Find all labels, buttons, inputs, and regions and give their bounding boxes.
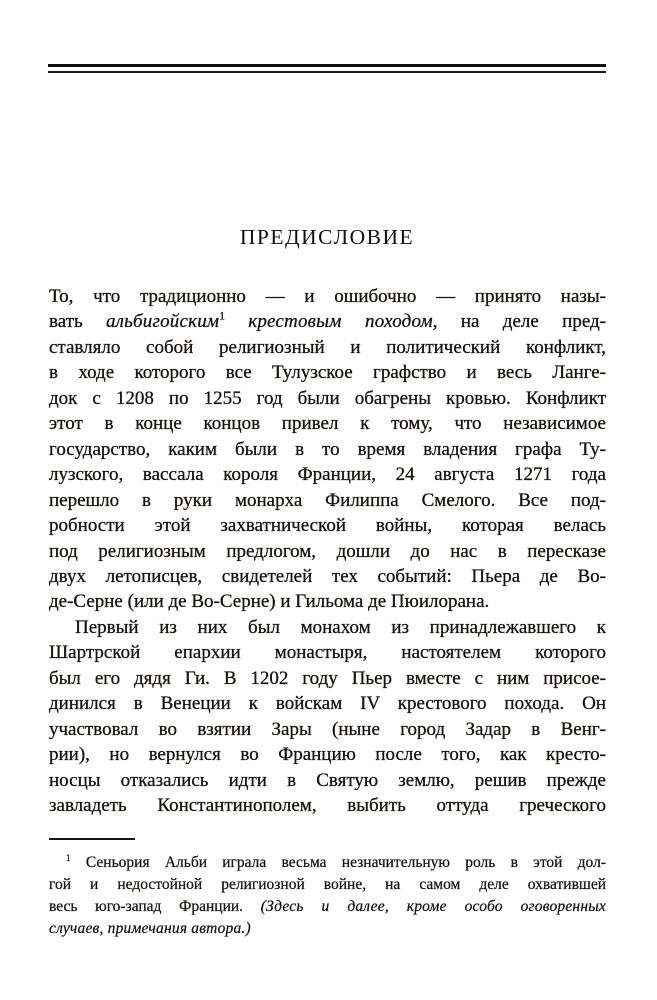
text-line <box>49 874 606 896</box>
text-line <box>49 918 606 940</box>
italic-text: альбигойским <box>105 311 220 333</box>
text-line <box>49 615 606 640</box>
text-line <box>49 335 606 360</box>
text-line <box>49 896 606 918</box>
text-segment: рии), но вернулся во Францию после того, как кресто- <box>49 744 606 766</box>
text-line <box>49 742 606 767</box>
text-segment: вать <box>49 311 106 333</box>
text-segment: завладеть Константинополем, выбить оттуда греческого <box>49 795 606 817</box>
text-segment: лузского, вассала короля Франции, 24 августа 1271 года <box>49 464 606 486</box>
text-line <box>49 691 606 716</box>
text-line <box>49 564 606 589</box>
paragraph <box>49 852 606 940</box>
text-line <box>49 589 606 614</box>
text-segment <box>225 311 248 332</box>
top-rule-thick <box>48 64 606 67</box>
text-segment: этот в конце концов привел к тому, что независимое <box>49 413 606 435</box>
text-segment: динился в Венеции к войскам IV крестового похода. Он <box>49 693 606 715</box>
paragraph <box>49 615 606 819</box>
text-segment: весь юго-запад Франции. <box>49 898 261 915</box>
text-segment: Сеньория Альби играла весьма незначительную роль в этой дол- <box>70 854 606 871</box>
text-line <box>49 768 606 793</box>
text-line <box>49 309 606 334</box>
footnote-separator <box>49 838 135 840</box>
text-line <box>49 793 606 818</box>
footnote <box>49 852 606 940</box>
text-line <box>49 513 606 538</box>
text-segment: носцы отказались идти в Святую землю, решив прежде <box>49 769 606 791</box>
text-segment: был его дядя Ги. В 1202 году Пьер вместе с ним присое- <box>49 667 606 689</box>
text-segment: То, что традиционно — и ошибочно — принято назы- <box>49 286 606 307</box>
text-line <box>49 386 606 411</box>
top-rule-thin <box>48 71 606 73</box>
text-segment: Первый из них был монахом из принадлежавшего к <box>75 616 606 638</box>
text-line <box>49 852 606 874</box>
body-text <box>49 284 606 819</box>
text-segment: государство, каким были в то время владения графа Ту- <box>49 438 606 460</box>
italic-text: крестовым походом <box>248 311 433 333</box>
text-line <box>49 284 606 309</box>
text-segment: перешло в руки монарха Филиппа Смелого. Все под- <box>49 489 606 511</box>
text-segment: двух летописцев, свидетелей тех событий: Пьера де Во- <box>49 565 606 587</box>
text-segment: в ходе которого все Тулузское графство и весь Ланге- <box>49 362 606 384</box>
text-line <box>49 462 606 487</box>
text-segment: ставляло собой религиозный и политический конфликт, <box>49 336 606 358</box>
text-segment: гой и недостойной религиозной войне, на самом деле охватившей <box>49 876 606 893</box>
text-line <box>49 437 606 462</box>
text-segment: Шартрской епархии монастыря, настоятелем которого <box>49 642 606 664</box>
text-line <box>49 488 606 513</box>
text-segment: участвовал во взятии Зары (ныне город Задар в Венг- <box>49 718 606 740</box>
paragraph <box>49 284 606 615</box>
italic-text: (Здесь и далее, кроме особо оговоренных <box>260 898 606 915</box>
text-segment: робности этой захватнической войны, которая велась <box>49 515 606 537</box>
footnote-ref: 1 <box>219 311 225 324</box>
text-segment: док с 1208 по 1255 год были обагрены кровью. Конфликт <box>49 387 606 409</box>
italic-text: случаев, примечания автора.) <box>49 920 251 937</box>
footnote-ref: 1 <box>66 853 71 864</box>
text-line <box>49 666 606 691</box>
text-line <box>49 539 606 564</box>
text-segment: де-Серне (или де Во-Серне) и Гильома де Пюилорана. <box>49 591 490 613</box>
text-segment: под религиозным предлогом, дошли до нас в пересказе <box>49 540 606 562</box>
text-line <box>49 360 606 385</box>
text-line <box>49 640 606 665</box>
text-segment: , на деле пред- <box>432 311 606 333</box>
text-line <box>49 717 606 742</box>
text-line <box>49 411 606 436</box>
page-title: ПРЕДИСЛОВИЕ <box>239 225 415 249</box>
